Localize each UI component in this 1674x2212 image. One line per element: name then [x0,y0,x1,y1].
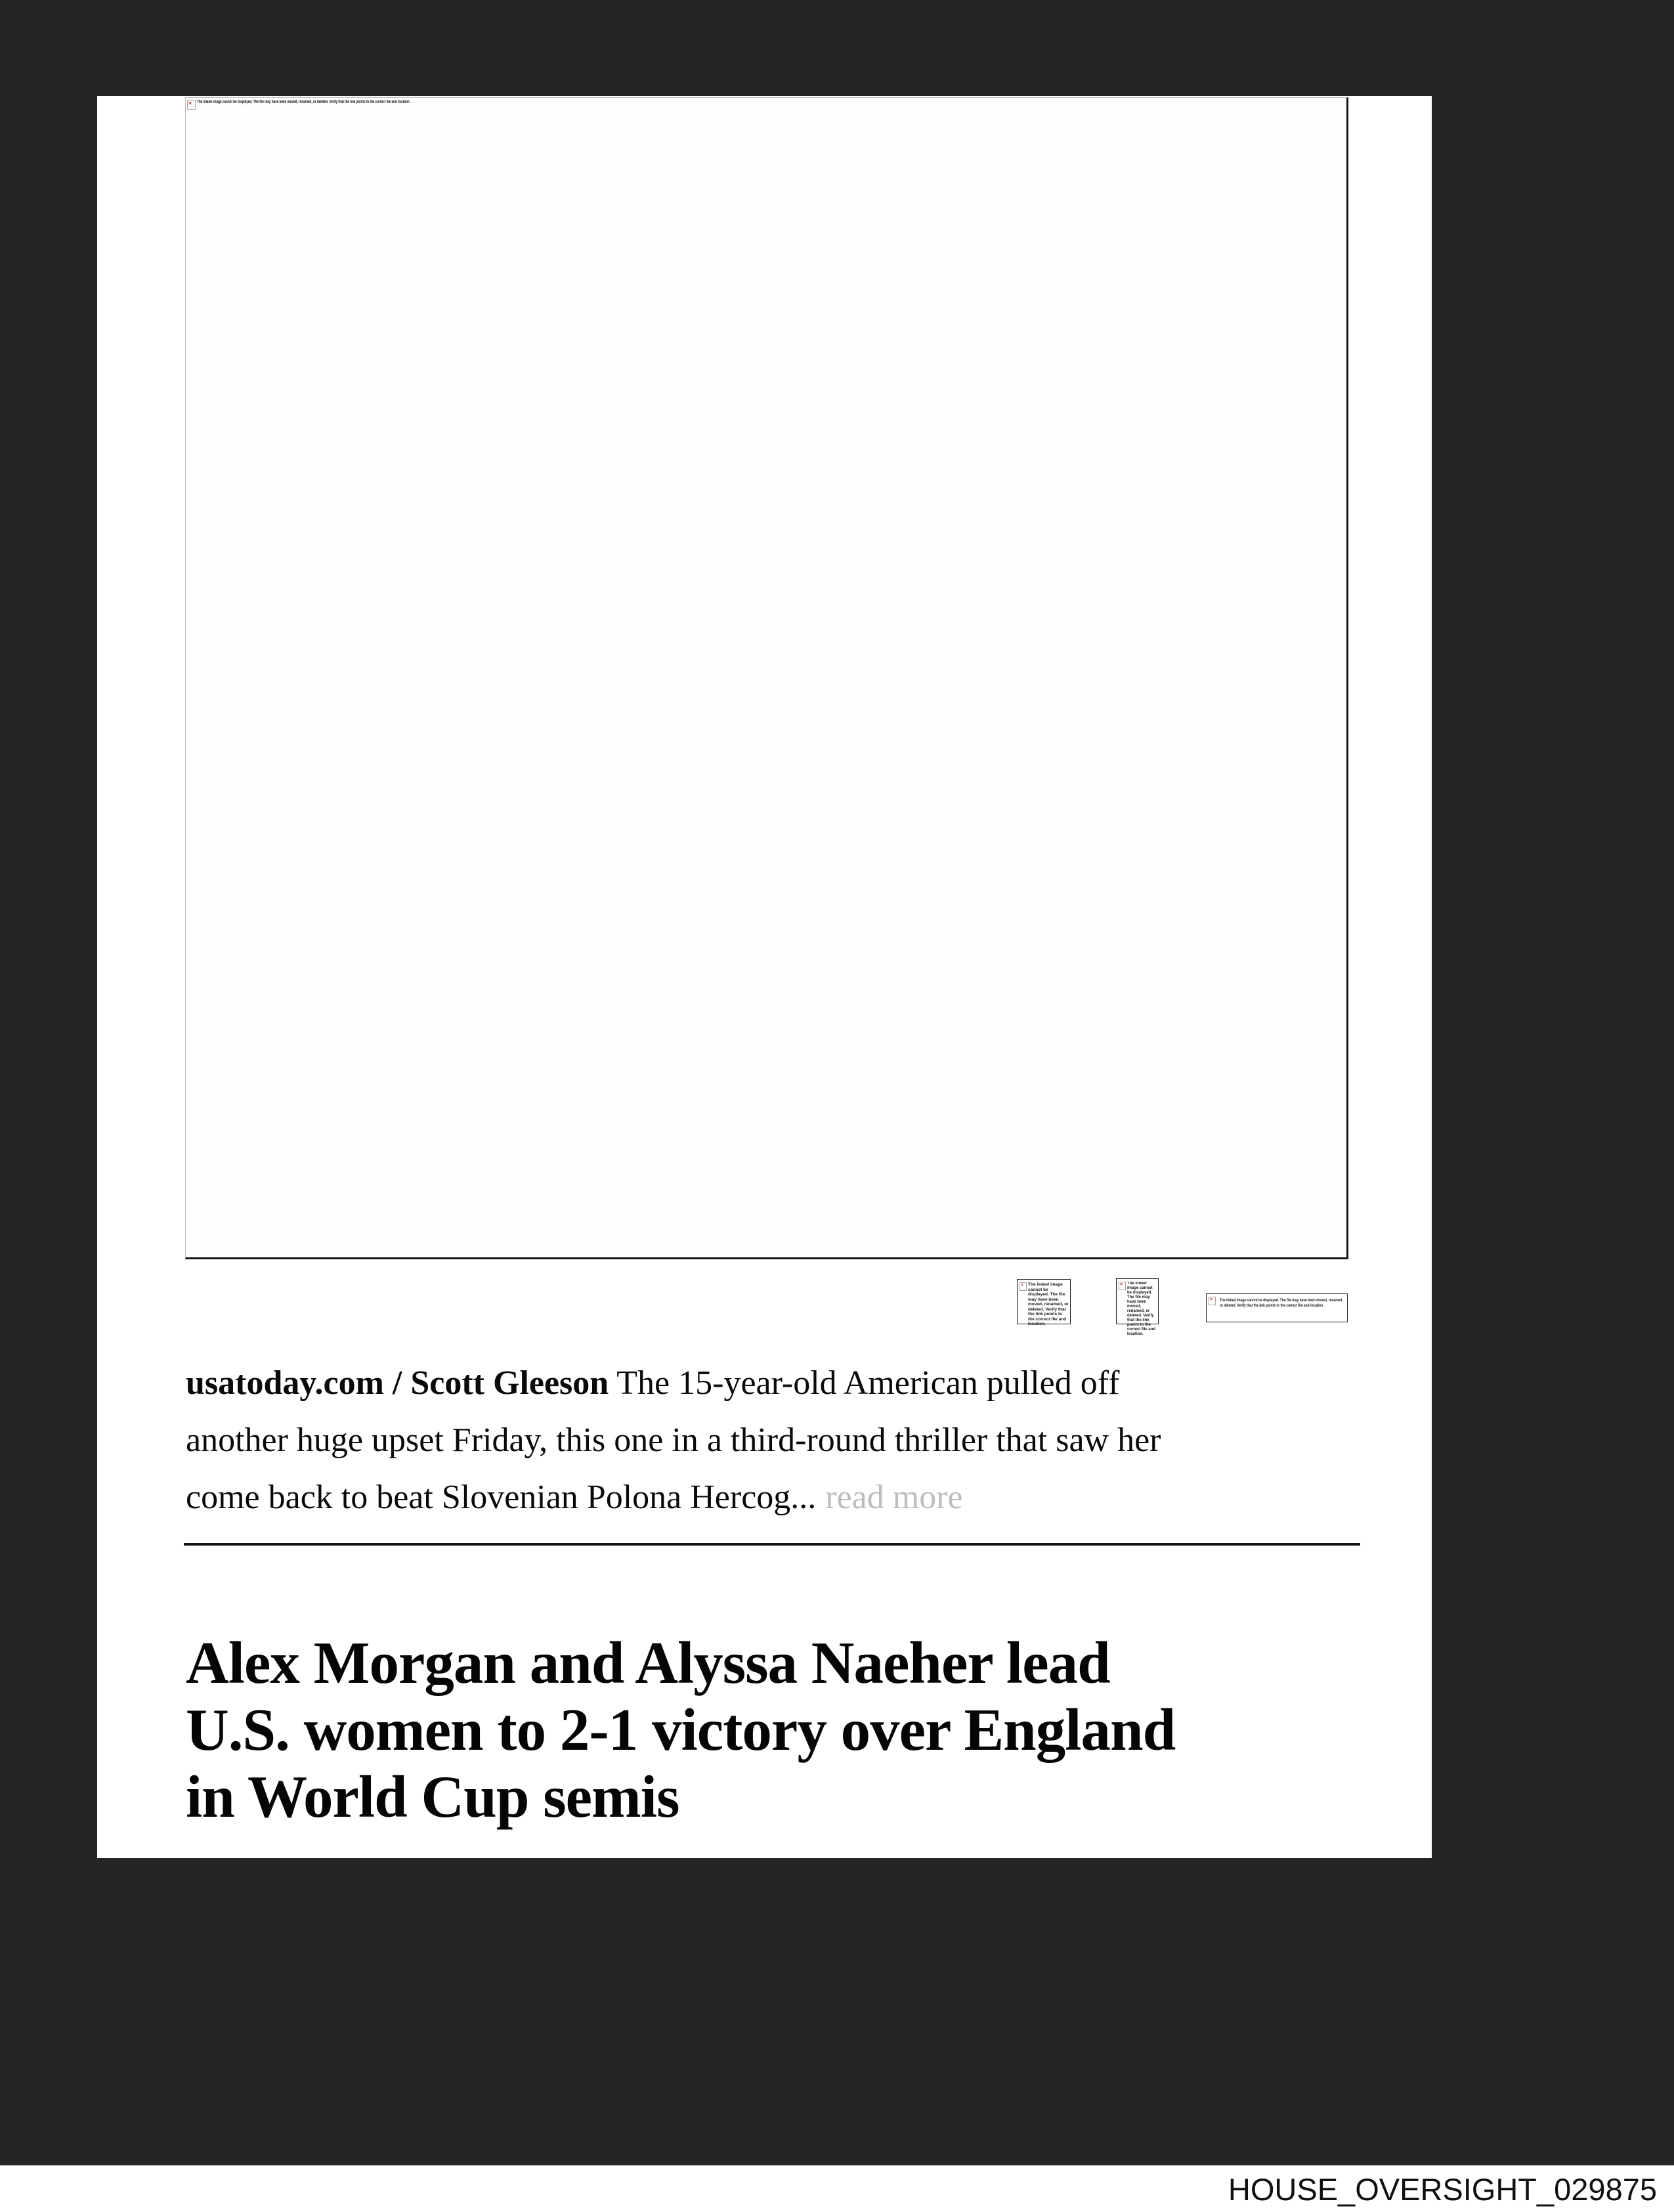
read-more-link[interactable]: read more [825,1479,963,1516]
broken-image-alt-text: The linked image cannot be displayed. The file may have been moved, renamed, or deleted. Verify that the link points to the correct file and location. [1220,1298,1343,1308]
article-snippet [186,1355,1361,1526]
snippet-line [186,1412,1361,1469]
broken-image-alt-text: The linked image cannot be displayed. The file may have been moved, renamed, or deleted. Verify that the link points to the correct file and location. [1028,1282,1069,1326]
broken-image-icon [1119,1282,1126,1290]
headline-line: Alex Morgan and Alyssa Naeher lead [186,1630,1110,1696]
headline-line: U.S. women to 2-1 victory over England [186,1697,1176,1763]
broken-image-icon [187,100,196,110]
small-image-placeholder-2 [1116,1278,1159,1336]
snippet-text: The 15-year-old American pulled off [609,1364,1120,1402]
small-image-placeholder-3 [1206,1293,1348,1322]
snippet-line [186,1355,1361,1412]
small-image-placeholder-1 [1017,1279,1071,1324]
snippet-text: come back to beat Slovenian Polona Hercog... [186,1479,817,1516]
document-page [97,96,1432,1858]
snippet-text: another huge upset Friday, this one in a third-round thriller that saw her [186,1421,1161,1459]
stamp-bar [0,2165,1674,2212]
broken-image-alt-text: The linked image cannot be displayed. The file may have been moved, renamed, or deleted. Verify that the link points to the correct file and location. [197,100,411,104]
divider-rule [184,1543,1360,1546]
broken-image-icon [1209,1297,1216,1305]
broken-image-alt-text: The linked image cannot be displayed. The file may have been moved, renamed, or deleted. Verify that the link points to the correct file and location. [1127,1282,1156,1336]
article-source: usatoday.com / Scott Gleeson [186,1364,609,1402]
headline-line: in World Cup semis [186,1764,679,1830]
oversight-stamp: HOUSE_OVERSIGHT_029875 [1228,2172,1657,2207]
broken-image-icon [1019,1282,1027,1291]
large-image-placeholder [185,97,1348,1259]
article-headline [186,1630,1394,1831]
snippet-line [186,1469,1361,1526]
